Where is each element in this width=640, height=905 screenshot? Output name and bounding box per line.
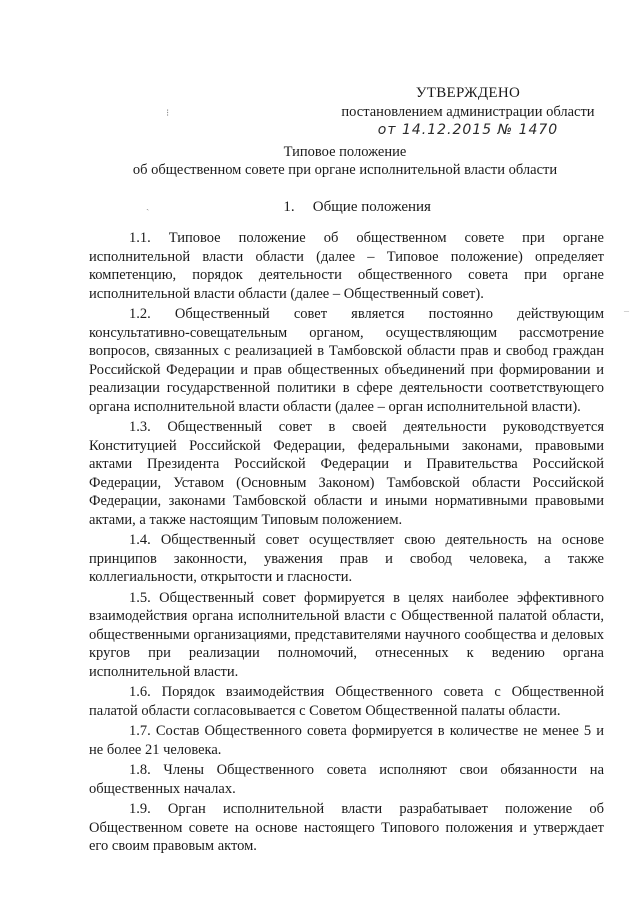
paragraph-1-7: 1.7. Состав Общественного совета формируется в количестве не менее 5 и не более 21 человека. — [89, 723, 604, 758]
document-title-line2: об общественном совете при органе исполнительной власти области — [132, 162, 558, 178]
approval-stamp — [328, 84, 608, 139]
paragraph-1-6: 1.6. Порядок взаимодействия Общественного совета с Общественной палатой области согласовывается с Советом Общественной палаты области. — [89, 684, 604, 719]
paragraph-1-2: 1.2. Общественный совет является постоянно действующим консультативно-совещательным органом, осуществляющим рассмотрение вопросов, связанных с реализацией в Тамбовской области прав и свобод граждан Российской Федерации и прав общественных объединений при формировании и реализации государственной политики в сфере деятельности соответствующего органа исполнительной власти области (далее – орган исполнительной власти). — [89, 306, 604, 415]
section-title: Общие положения — [312, 199, 431, 215]
paragraph-1-1: 1.1. Типовое положение об общественном совете при органе исполнительной власти области (далее – Типовое положение) определяет компетенцию, порядок деятельности общественного совета при органе исполнительной власти области (далее – Общественный совет). — [89, 230, 604, 302]
section-heading — [200, 198, 500, 216]
document-title-line1: Типовое положение — [283, 144, 407, 160]
paragraph-1-5: 1.5. Общественный совет формируется в целях наиболее эффективного взаимодействия органа исполнительной власти с Общественной палатой области, общественными организациями, представителями научного сообщества и деловых кругов при реализации полномочий, отнесенных к ведению органа исполнительной власти. — [89, 589, 604, 680]
scan-speck: – — [624, 306, 629, 317]
approval-title: УТВЕРЖДЕНО — [415, 85, 521, 101]
section-number: 1. — [283, 199, 295, 215]
paragraph-1-3: 1.3. Общественный совет в своей деятельности руководствуется Конституцией Российской Федерации, федеральными законами, правовыми актами Президента Российской Федерации и Правительства Российской Федерации, Уставом (Основным Законом) Тамбовской области Российской Федерации, законами Тамбовской области и иными нормативными правовыми актами, а также настоящим Типовым положением. — [89, 419, 604, 528]
paragraph-1-8: 1.8. Члены Общественного совета исполняют свои обязанности на общественных началах. — [89, 762, 604, 797]
approval-decree-line: постановлением администрации области — [341, 104, 595, 120]
document-body — [89, 229, 604, 856]
document-title — [90, 143, 600, 179]
approval-handwritten-date-number: от 14.12.2015 № 1470 — [377, 122, 559, 138]
paragraph-1-4: 1.4. Общественный совет осуществляет свою деятельность на основе принципов законности, уважения прав и свобод человека, а также коллегиальности, открытости и гласности. — [89, 532, 604, 585]
scan-speck: ˎ — [146, 200, 150, 211]
scan-speck: ⁝ — [166, 108, 170, 119]
paragraph-1-9: 1.9. Орган исполнительной власти разрабатывает положение об Общественном совете на основе настоящего Типового положения и утверждает его своим правовым актом. — [89, 801, 604, 854]
